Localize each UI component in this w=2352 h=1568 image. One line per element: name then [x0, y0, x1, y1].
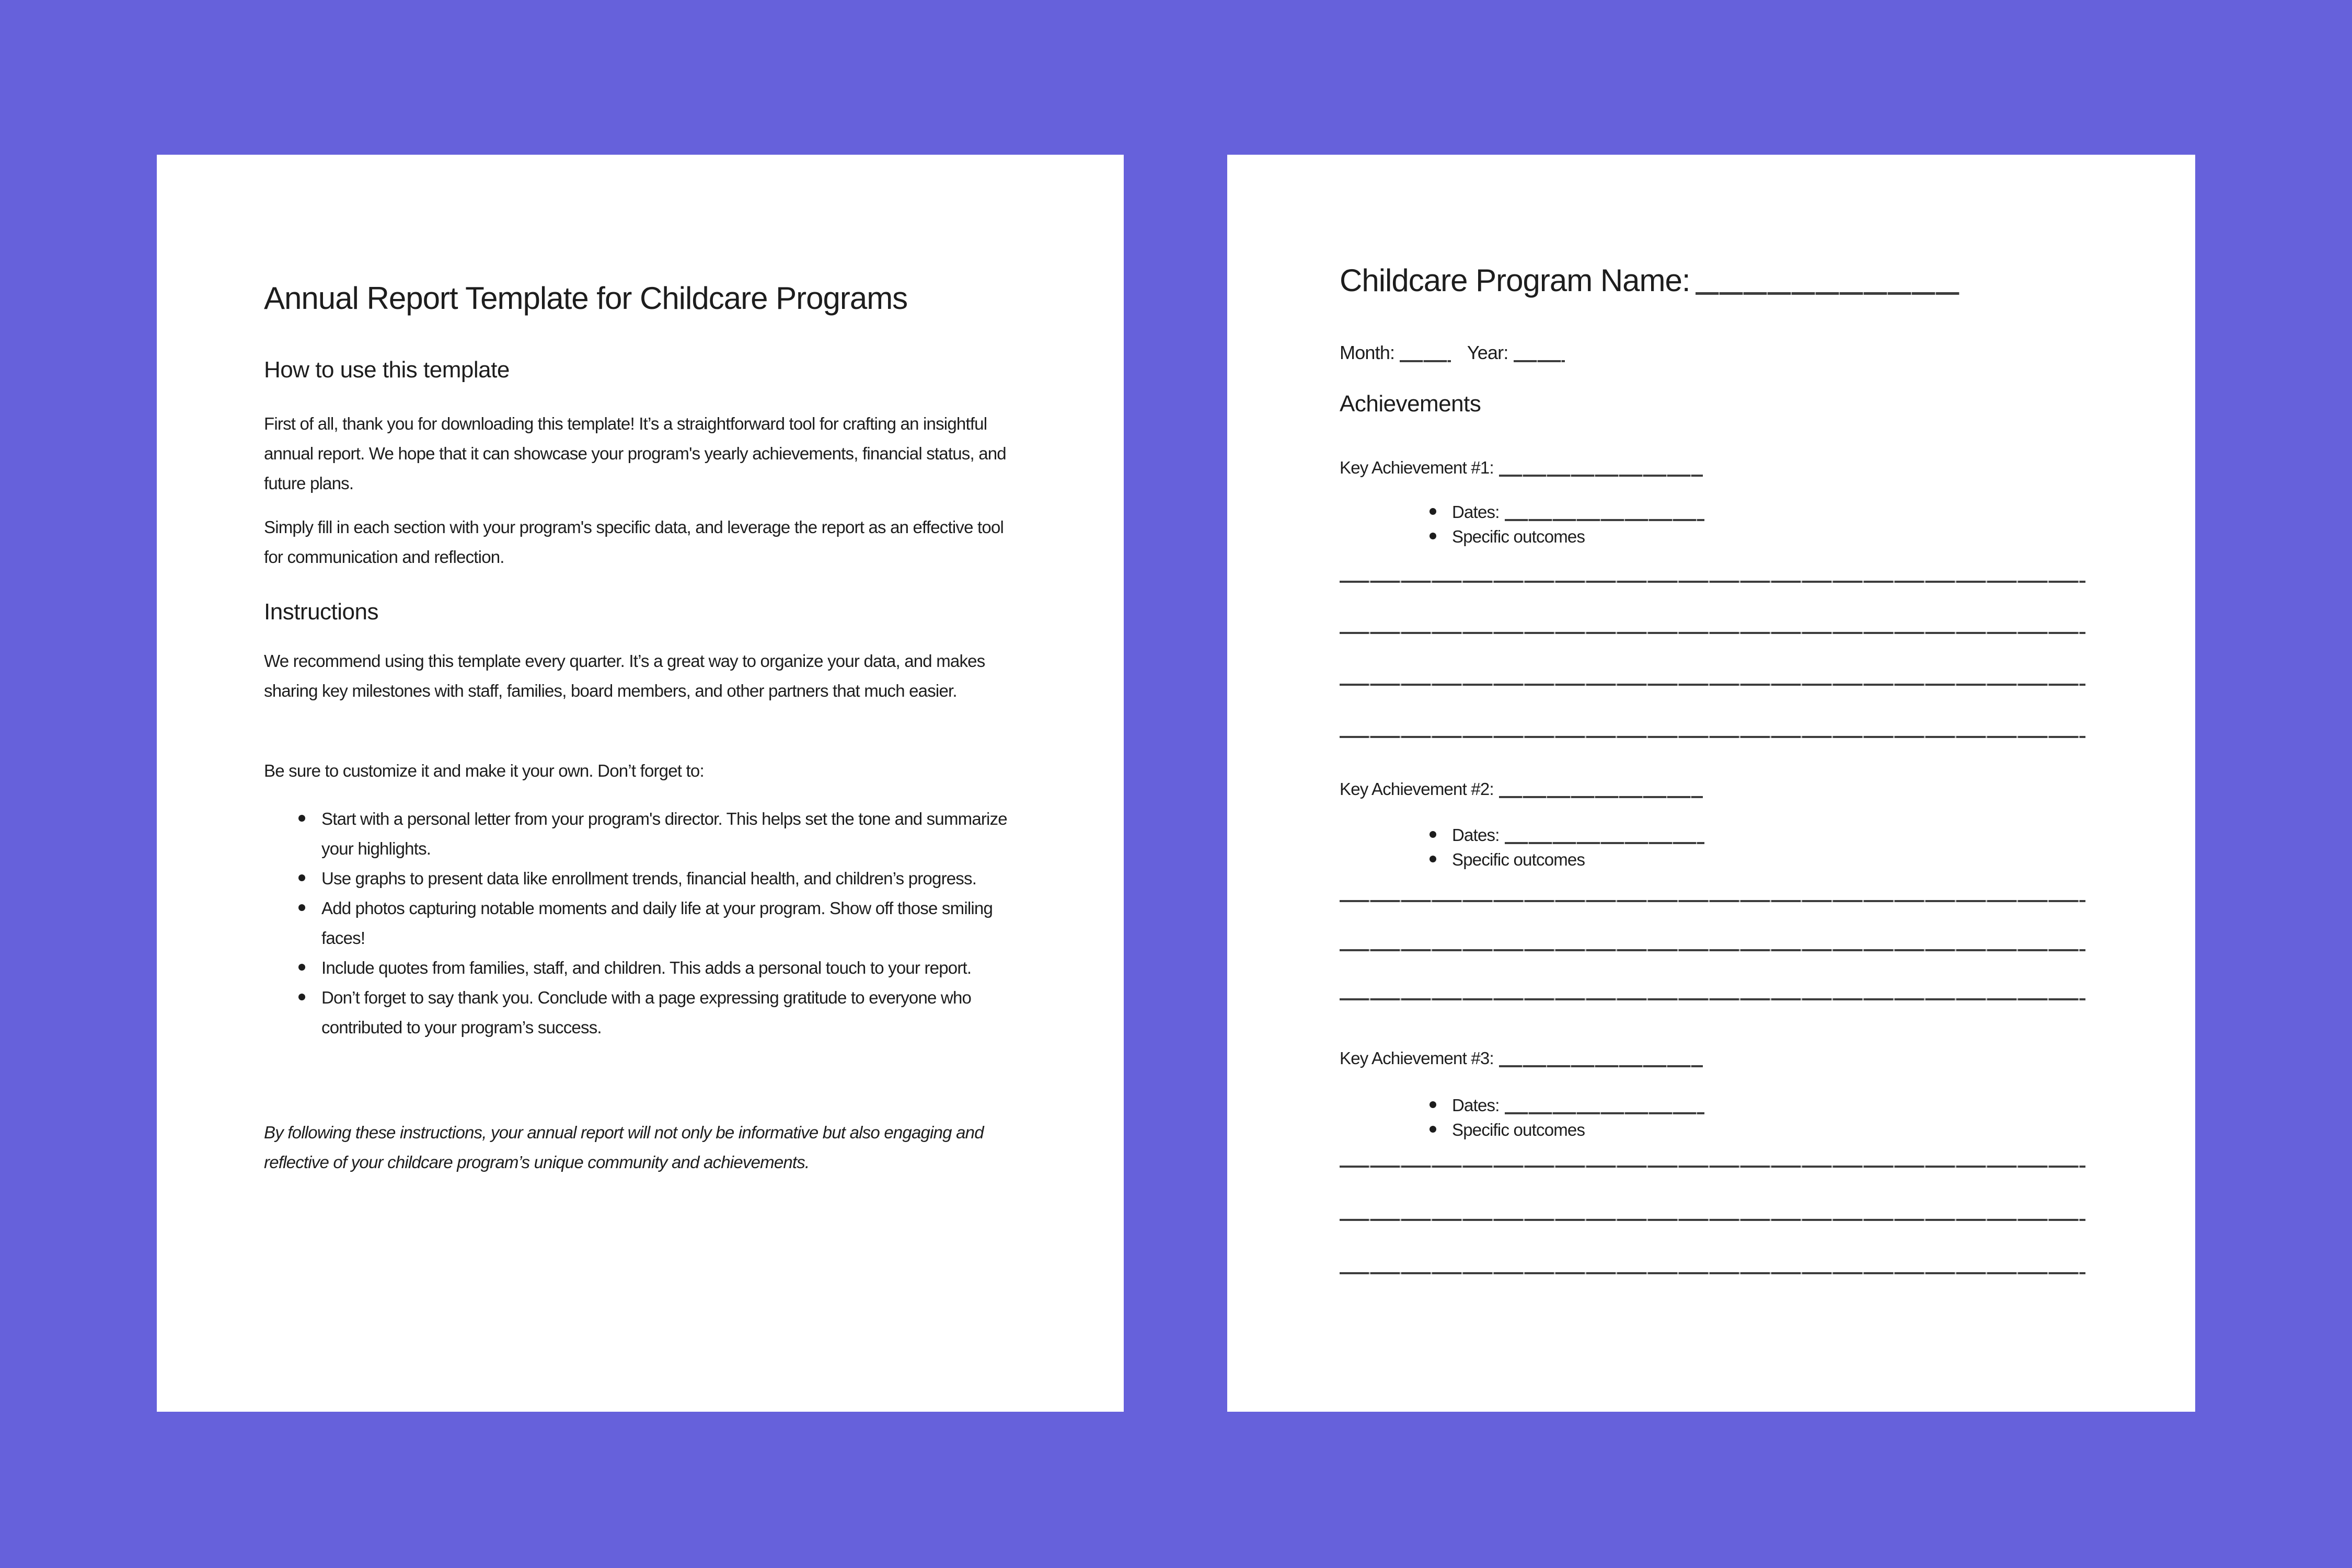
instructions-heading: Instructions: [264, 599, 378, 625]
instructions-paragraph-1: We recommend using this template every quarter. It’s a great way to organize your data, and makes sharing key milestones with staff, families, board members, and other partners that much easier.: [264, 651, 985, 700]
intro-paragraph-2: Simply fill in each section with your program's specific data, and leverage the report as an effective tool for communication and reflection.: [264, 517, 1004, 567]
closing-note: By following these instructions, your annual report will not only be informative but also engaging and reflective of your childcare program’s unique community and achievements.: [264, 1123, 984, 1172]
dates-blank: [1505, 842, 1704, 844]
year-blank: [1514, 360, 1565, 362]
instructions-paragraph-2: Be sure to customize it and make it your own. Don’t forget to:: [264, 761, 704, 780]
list-item: [298, 863, 1014, 893]
program-name-row: [1340, 262, 1959, 299]
bullet-icon: [1429, 1101, 1436, 1108]
writein-line: [1340, 632, 2085, 634]
bullet-icon: [1429, 533, 1436, 539]
bullet-icon: [298, 964, 305, 971]
specific-outcomes-bullet: [1429, 845, 1585, 874]
bullet-text: Don’t forget to say thank you. Conclude with a page expressing gratitude to everyone who contributed to your program’s success.: [321, 988, 972, 1037]
program-name-label: Childcare Program Name:: [1340, 263, 1690, 298]
key-achievement-1-label: Key Achievement #1:: [1340, 458, 1494, 477]
bullet-icon: [298, 874, 305, 881]
bullet-icon: [1429, 856, 1436, 862]
bullet-icon: [1429, 831, 1436, 838]
bullet-text: Add photos capturing notable moments and daily life at your program. Show off those smiling faces!: [321, 898, 993, 948]
bullet-text: Include quotes from families, staff, and children. This adds a personal touch to your report.: [321, 958, 972, 977]
key-achievement-2-row: [1340, 774, 1703, 804]
key-achievement-2-blank: [1499, 796, 1703, 798]
bullet-text: Start with a personal letter from your program's director. This helps set the tone and summarize your highlights.: [321, 809, 1007, 858]
specific-outcomes-label: Specific outcomes: [1452, 850, 1585, 869]
document-page-1: [157, 155, 1124, 1412]
writein-line: [1340, 581, 2085, 583]
key-achievement-1-row: [1340, 453, 1703, 482]
bullet-icon: [1429, 508, 1436, 515]
writein-line: [1340, 998, 2085, 1000]
writein-line: [1340, 736, 2085, 738]
bullet-icon: [298, 815, 305, 822]
bullet-icon: [298, 904, 305, 911]
month-year-row: [1340, 338, 1565, 367]
how-to-use-heading: How to use this template: [264, 357, 510, 383]
bullet-icon: [1429, 1126, 1436, 1133]
page-title: Annual Report Template for Childcare Programs: [264, 281, 908, 316]
bullet-icon: [298, 994, 305, 1000]
dates-label: Dates:: [1452, 825, 1500, 845]
dates-label: Dates:: [1452, 502, 1500, 522]
writein-line: [1340, 1219, 2085, 1221]
bullet-text: Use graphs to present data like enrollment trends, financial health, and children’s progress.: [321, 869, 977, 888]
key-achievement-3-row: [1340, 1043, 1703, 1073]
specific-outcomes-bullet: [1429, 522, 1585, 551]
month-label: Month:: [1340, 342, 1395, 363]
specific-outcomes-bullet: [1429, 1115, 1585, 1145]
year-label: Year:: [1467, 342, 1508, 363]
intro-paragraph-1: First of all, thank you for downloading this template! It’s a straightforward tool for crafting an insightful annual report. We hope that it can showcase your program's yearly achievements, financial status, and future plans.: [264, 414, 1006, 493]
list-item: [298, 983, 1014, 1042]
writein-line: [1340, 1272, 2085, 1274]
writein-line: [1340, 1166, 2085, 1168]
dates-blank: [1505, 1112, 1704, 1114]
list-item: [298, 893, 1014, 953]
instructions-bullet-list: [298, 804, 1014, 1042]
key-achievement-2-label: Key Achievement #2:: [1340, 779, 1494, 799]
dates-label: Dates:: [1452, 1096, 1500, 1115]
key-achievement-3-label: Key Achievement #3:: [1340, 1048, 1494, 1068]
key-achievement-1-blank: [1499, 475, 1703, 477]
list-item: [298, 804, 1014, 863]
document-page-2: [1227, 155, 2195, 1412]
month-blank: [1400, 360, 1451, 362]
key-achievement-3-blank: [1499, 1065, 1703, 1067]
writein-line: [1340, 900, 2085, 902]
achievements-heading: Achievements: [1340, 391, 1481, 417]
list-item: [298, 953, 1014, 983]
specific-outcomes-label: Specific outcomes: [1452, 527, 1585, 546]
writein-line: [1340, 949, 2085, 951]
program-name-blank: [1696, 292, 1959, 295]
writein-line: [1340, 684, 2085, 686]
dates-blank: [1505, 519, 1704, 521]
specific-outcomes-label: Specific outcomes: [1452, 1120, 1585, 1139]
